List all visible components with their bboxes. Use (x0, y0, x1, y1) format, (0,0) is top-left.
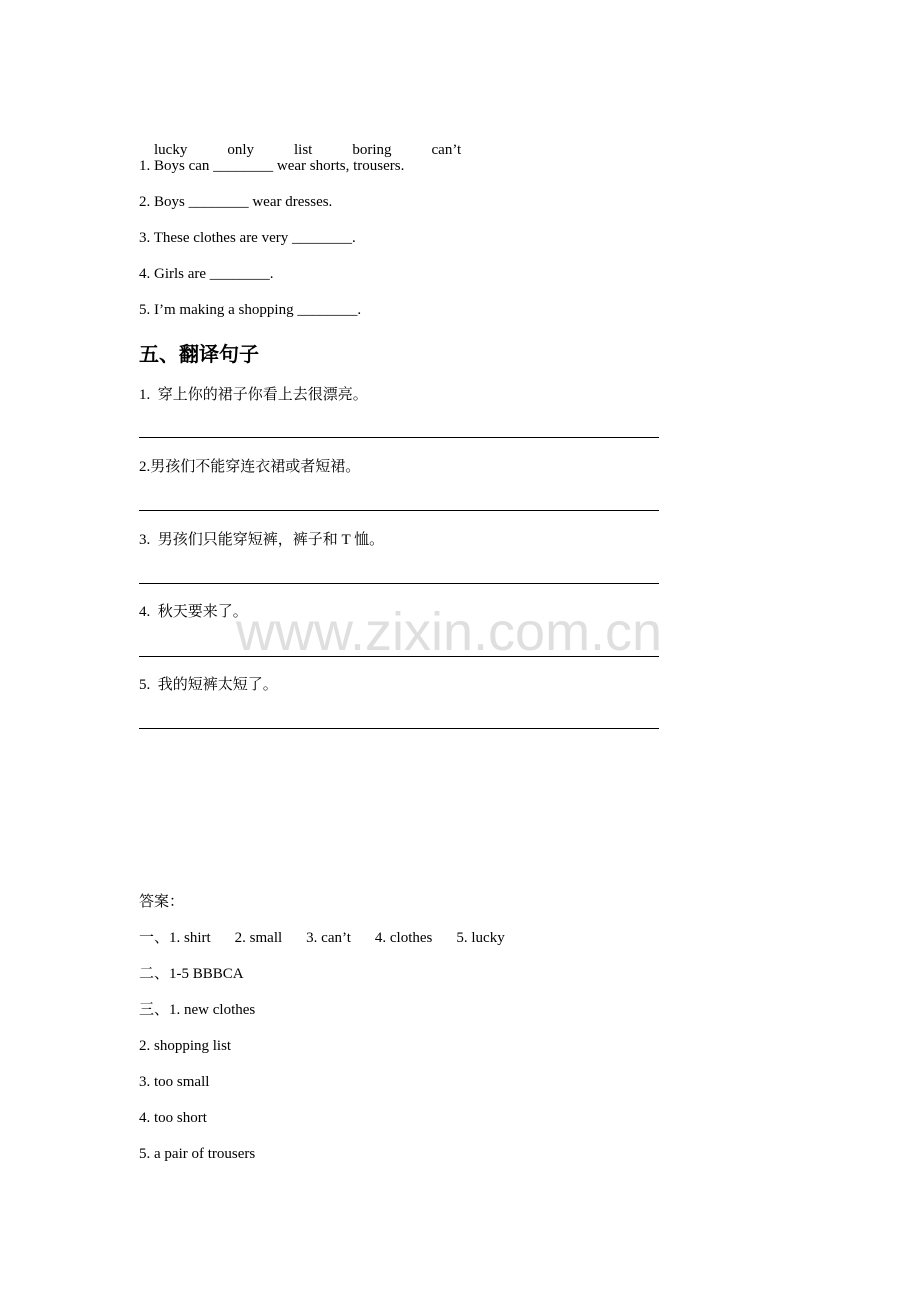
word-bank-item: list (294, 142, 313, 158)
answers-row-5: 3. too small (139, 1074, 210, 1090)
answers-row-7: 5. a pair of trousers (139, 1146, 256, 1162)
answer-line (139, 437, 659, 438)
answers-row-6: 4. too short (139, 1110, 207, 1126)
answers-label: 答案： (139, 894, 185, 910)
answers-row-1 (139, 928, 505, 948)
fill-blank-question: 3. These clothes are very ________. (139, 230, 356, 246)
answer-line (139, 583, 659, 584)
answers-row-2: 二、1-5 BBBCA (139, 966, 244, 982)
answer-item: 4. clothes (374, 930, 433, 946)
answer-line (139, 510, 659, 511)
word-bank-item: boring (352, 142, 392, 158)
answer-item: 2. small (234, 930, 283, 946)
fill-blank-question: 2. Boys ________ wear dresses. (139, 194, 333, 210)
fill-blank-question: 1. Boys can ________ wear shorts, trousers. (139, 158, 405, 174)
translation-item: 3. 男孩们只能穿短裤，裤子和 T 恤。 (139, 532, 385, 548)
answer-line (139, 728, 659, 729)
translation-item: 5. 我的短裤太短了。 (139, 677, 278, 693)
translation-item: 2.男孩们不能穿连衣裙或者短裙。 (139, 459, 361, 475)
answer-item: 3. can’t (306, 930, 351, 946)
answer-item: 一、1. shirt (139, 930, 211, 946)
fill-blank-question: 4. Girls are ________. (139, 266, 274, 282)
fill-blank-question: 5. I’m making a shopping ________. (139, 302, 362, 318)
watermark: www.zixin.com.cn (236, 602, 663, 662)
word-bank-item: can’t (431, 142, 462, 158)
section-heading: 五、翻译句子 (139, 342, 259, 366)
answers-row-3: 三、1. new clothes (139, 1002, 256, 1018)
answers-row-4: 2. shopping list (139, 1038, 232, 1054)
word-bank-item: lucky (154, 142, 188, 158)
answer-item: 5. lucky (456, 930, 505, 946)
word-bank-item: only (227, 142, 254, 158)
translation-item: 4. 秋天要来了。 (139, 604, 248, 620)
translation-item: 1. 穿上你的裙子你看上去很漂亮。 (139, 387, 368, 403)
